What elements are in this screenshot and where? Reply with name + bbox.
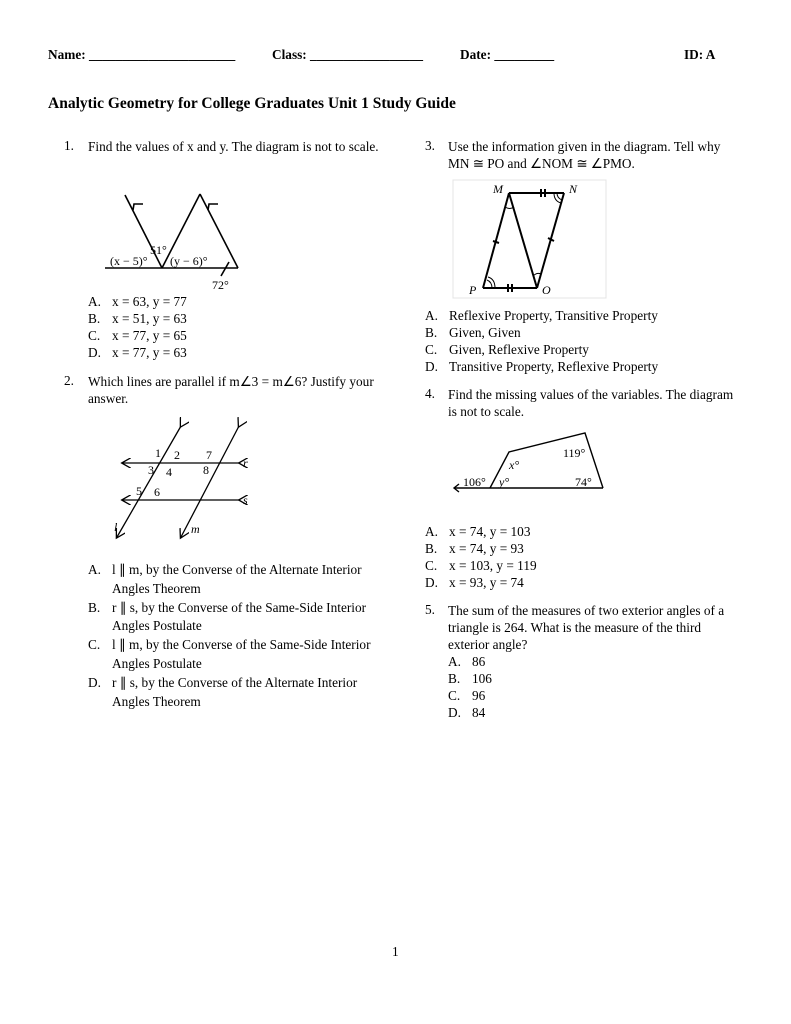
angle-label: 74° bbox=[575, 475, 592, 489]
option[interactable]: D. x = 77, y = 63 bbox=[88, 345, 187, 360]
vertex-label-p: P bbox=[469, 283, 477, 297]
option[interactable]: B. 106 bbox=[448, 671, 492, 686]
question-text: Find the values of x and y. The diagram is not to scale. bbox=[88, 139, 379, 154]
svg-text:7: 7 bbox=[206, 448, 212, 462]
option[interactable]: A. Reflexive Property, Transitive Property bbox=[425, 308, 658, 323]
option[interactable]: B. x = 51, y = 63 bbox=[88, 311, 187, 326]
option[interactable]: C. x = 103, y = 119 bbox=[425, 558, 537, 573]
angle-label: 72° bbox=[212, 278, 229, 292]
line-label-m: m bbox=[191, 522, 200, 536]
svg-text:6: 6 bbox=[154, 485, 160, 499]
id-field: ID: A bbox=[684, 47, 716, 62]
vertex-label-o: O bbox=[542, 283, 551, 297]
question-number: 5. bbox=[425, 602, 435, 617]
page-title: Analytic Geometry for College Graduates Unit 1 Study Guide bbox=[48, 95, 456, 112]
class-field: Class: _________________ bbox=[272, 47, 424, 62]
svg-text:1: 1 bbox=[155, 446, 161, 460]
answer-options bbox=[425, 523, 537, 591]
svg-text:3: 3 bbox=[148, 463, 154, 477]
date-field: Date: _________ bbox=[460, 47, 555, 62]
option[interactable]: C. l ∥ m, by the Converse of the Same-Side Interior Angles Postulate bbox=[88, 637, 371, 671]
option[interactable]: D. Transitive Property, Reflexive Property bbox=[425, 359, 659, 374]
page-number: 1 bbox=[392, 944, 399, 959]
vertex-label-m: M bbox=[493, 182, 503, 196]
option[interactable]: A. x = 74, y = 103 bbox=[425, 524, 531, 539]
angle-label: 51° bbox=[150, 243, 167, 257]
vertex-label-n: N bbox=[569, 182, 578, 196]
option[interactable]: D. x = 93, y = 74 bbox=[425, 575, 524, 590]
question-number: 4. bbox=[425, 386, 435, 401]
option[interactable]: B. Given, Given bbox=[425, 325, 521, 340]
option[interactable]: B. r ∥ s, by the Converse of the Same-Side Interior Angles Postulate bbox=[88, 599, 367, 634]
svg-text:2: 2 bbox=[174, 448, 180, 462]
angle-label: (x − 5)° bbox=[110, 254, 148, 268]
option[interactable]: C. x = 77, y = 65 bbox=[88, 328, 187, 343]
name-field: Name: ______________________ bbox=[48, 47, 236, 62]
question-text: The sum of the measures of two exterior angles of a triangle is 264. What is the measure of the third exterior angle? bbox=[448, 603, 725, 652]
option[interactable]: C. 96 bbox=[448, 688, 486, 703]
option[interactable]: A. l ∥ m, by the Converse of the Alternate Interior Angles Theorem bbox=[88, 562, 362, 596]
svg-text:5: 5 bbox=[136, 484, 142, 498]
question-number: 3. bbox=[425, 138, 435, 153]
angle-label: x° bbox=[509, 458, 520, 472]
question-number: 1. bbox=[64, 138, 74, 153]
angle-label: y° bbox=[499, 475, 510, 489]
option[interactable]: A. x = 63, y = 77 bbox=[88, 294, 187, 309]
line-label-l: l bbox=[114, 520, 118, 534]
option[interactable]: D. 84 bbox=[448, 705, 486, 720]
option[interactable]: D. r ∥ s, by the Converse of the Alternate Interior Angles Theorem bbox=[88, 674, 358, 709]
answer-options bbox=[448, 653, 492, 721]
question-text: Which lines are parallel if m∠3 = m∠6? Justify your answer. bbox=[88, 374, 374, 406]
line-label-s: s bbox=[243, 493, 248, 507]
question-text: Use the information given in the diagram. Tell why MN ≅ PO and ∠NOM ≅ ∠PMO. bbox=[448, 139, 721, 171]
question-text: Find the missing values of the variables. The diagram is not to scale. bbox=[448, 387, 734, 419]
svg-text:8: 8 bbox=[203, 463, 209, 477]
option[interactable]: C. Given, Reflexive Property bbox=[425, 342, 589, 357]
line-label-r: r bbox=[243, 456, 248, 470]
svg-text:4: 4 bbox=[166, 465, 172, 479]
option[interactable]: A. 86 bbox=[448, 654, 486, 669]
angle-label: 106° bbox=[463, 475, 486, 489]
question-number: 2. bbox=[64, 373, 74, 388]
option[interactable]: B. x = 74, y = 93 bbox=[425, 541, 524, 556]
angle-label: (y − 6)° bbox=[170, 254, 208, 268]
angle-label: 119° bbox=[563, 446, 586, 460]
